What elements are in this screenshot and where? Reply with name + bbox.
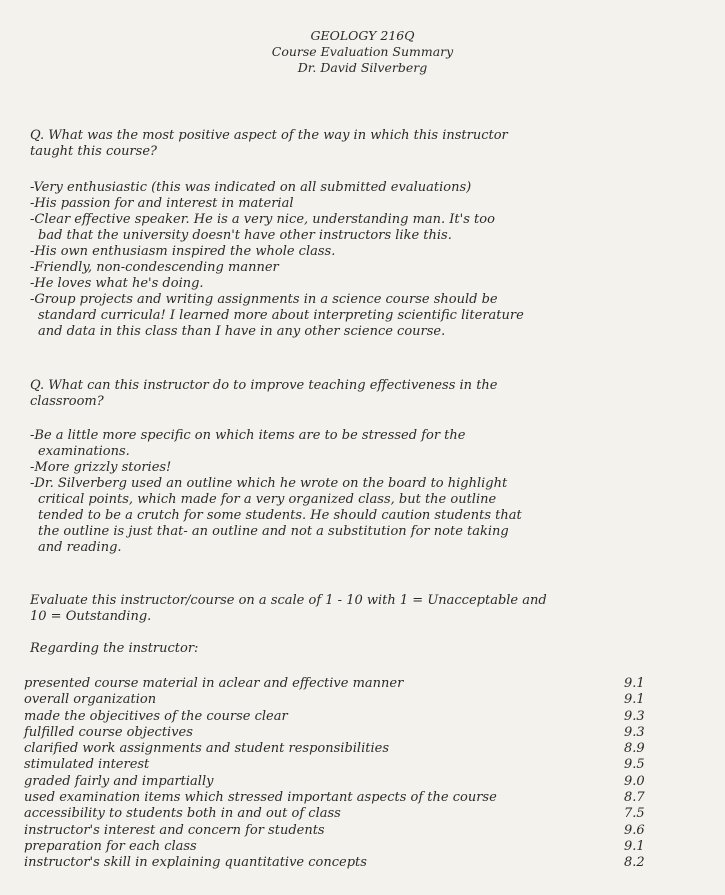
rating-score: 7.5	[624, 806, 645, 822]
rating-row	[24, 823, 664, 839]
answer-line: bad that the university doesn't have other instructors like this.	[38, 228, 452, 243]
question-1	[30, 128, 695, 160]
rating-score: 9.6	[624, 822, 645, 838]
answer-line: -Friendly, non-condescending manner	[30, 260, 279, 275]
answer-line: -He loves what he's doing.	[30, 276, 204, 291]
question-2-line-1: Q. What can this instructor do to improve teaching effectiveness in the	[30, 378, 498, 393]
rating-row	[24, 709, 664, 725]
scale-instructions	[30, 593, 695, 625]
rating-item: preparation for each class	[24, 838, 197, 854]
rating-score: 8.2	[624, 855, 645, 871]
answer-line: tended to be a crutch for some students. He should caution students that	[38, 508, 522, 523]
rating-score: 9.1	[624, 838, 645, 854]
answer-line: and reading.	[38, 540, 122, 555]
question-1-line-2: taught this course?	[30, 144, 157, 159]
rating-score: 9.1	[624, 676, 645, 691]
document-header	[0, 28, 725, 76]
answers-2	[30, 428, 695, 556]
rating-row	[24, 774, 664, 790]
answer-line: examinations.	[38, 444, 130, 459]
rating-row	[24, 839, 664, 855]
rating-item: used examination items which stressed important aspects of the course	[24, 790, 497, 806]
rating-row	[24, 790, 664, 806]
answer-line: and data in this class than I have in any other science course.	[38, 324, 446, 339]
rating-item: accessibility to students both in and out of class	[24, 806, 341, 822]
answer-line: the outline is just that- an outline and not a substitution for note taking	[38, 524, 509, 539]
course-code: GEOLOGY 216Q	[310, 28, 415, 43]
scale-line-1: Evaluate this instructor/course on a scale of 1 - 10 with 1 = Unacceptable and	[30, 593, 547, 608]
question-2	[30, 378, 695, 410]
question-2-line-2: classroom?	[30, 394, 104, 409]
rating-row	[24, 692, 664, 708]
answer-line: critical points, which made for a very organized class, but the outline	[38, 492, 497, 507]
rating-score: 8.7	[624, 790, 645, 806]
rating-item: made the objecitives of the course clear	[24, 708, 288, 724]
rating-score: 9.3	[624, 724, 645, 740]
scale-line-2: 10 = Outstanding.	[30, 609, 152, 624]
document-title: Course Evaluation Summary	[271, 44, 454, 59]
instructor-name: Dr. David Silverberg	[297, 60, 428, 75]
rating-score: 9.5	[624, 757, 645, 773]
answer-line: -Be a little more specific on which items are to be stressed for the	[30, 428, 466, 443]
rating-item: stimulated interest	[24, 757, 150, 773]
answer-line: -Dr. Silverberg used an outline which he wrote on the board to highlight	[30, 476, 508, 491]
rating-row	[24, 855, 664, 871]
rating-row	[24, 725, 664, 741]
rating-item: graded fairly and impartially	[24, 773, 214, 789]
question-1-line-1: Q. What was the most positive aspect of the way in which this instructor	[30, 128, 508, 143]
answer-line: -Clear effective speaker. He is a very nice, understanding man. It's too	[30, 212, 495, 227]
rating-score: 9.1	[624, 692, 645, 708]
rating-score: 8.9	[624, 741, 645, 757]
regarding-heading	[30, 641, 695, 657]
answer-line: -More grizzly stories!	[30, 460, 172, 475]
rating-row	[24, 757, 664, 773]
rating-item: clarified work assignments and student responsibilities	[24, 741, 389, 757]
rating-item: overall organization	[24, 692, 157, 708]
regarding-label: Regarding the instructor:	[30, 641, 199, 656]
answer-line: -His own enthusiasm inspired the whole class.	[30, 244, 336, 259]
answer-line: -Very enthusiastic (this was indicated on all submitted evaluations)	[30, 180, 472, 195]
rating-score: 9.3	[624, 708, 645, 724]
rating-row	[24, 806, 664, 822]
ratings-list	[24, 676, 664, 872]
rating-row	[24, 676, 664, 692]
rating-item: fulfilled course objectives	[24, 724, 193, 740]
rating-item: instructor's skill in explaining quantitative concepts	[24, 855, 367, 871]
answer-line: -His passion for and interest in material	[30, 196, 294, 211]
answer-line: -Group projects and writing assignments in a science course should be	[30, 292, 498, 307]
rating-score: 9.0	[624, 773, 645, 789]
rating-item: presented course material in aclear and effective manner	[24, 676, 404, 691]
rating-item: instructor's interest and concern for students	[24, 822, 325, 838]
answer-line: standard curricula! I learned more about interpreting scientific literature	[38, 308, 524, 323]
rating-row	[24, 741, 664, 757]
answers-1	[30, 180, 695, 340]
